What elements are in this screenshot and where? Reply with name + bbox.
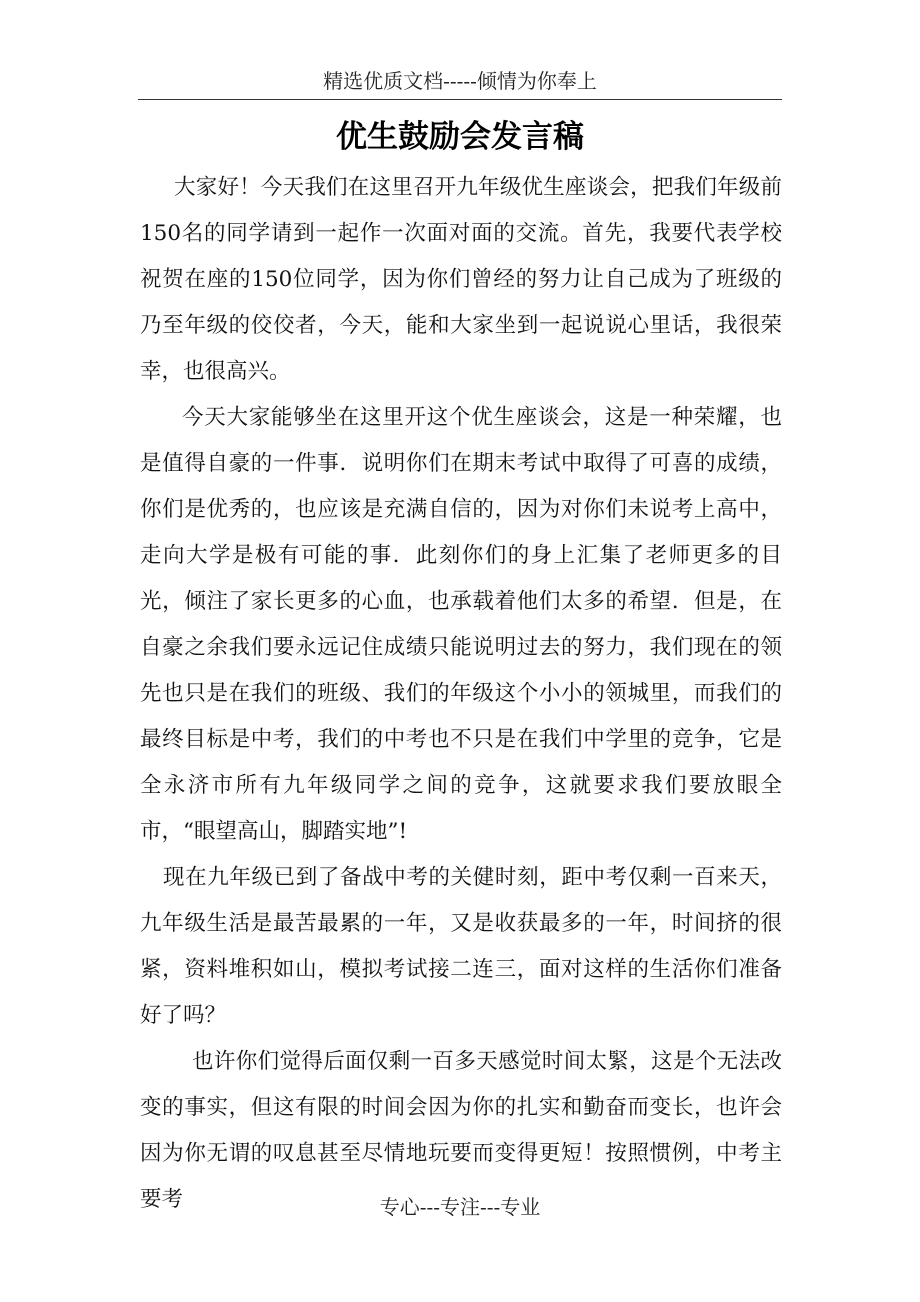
paragraph-1: 大家好！今天我们在这里召开九年级优生座谈会，把我们年级前150名的同学请到一起作一次面对面的交流。首先，我要代表学校祝贺在座的150位同学，因为你们曾经的努力让自己成为了班级的乃至年级的佼佼者，今天，能和大家坐到一起说说心里话，我很荣幸，也很高兴。 — [140, 175, 782, 384]
paragraph-2: 今天大家能够坐在这里开这个优生座谈会，这是一种荣耀，也是值得自豪的一件事．说明你们在期末考试中取得了可喜的成绩，你们是优秀的，也应该是充满自信的，因为对你们未说考上高中，走向大学是极有可能的事．此刻你们的身上汇集了老师更多的目光，倾注了家长更多的心血，也承载着他们太多的希望．但是，在自豪之余我们要永远记住成绩只能说明过去的努力，我们现在的领先也只是在我们的班级、我们的年级这个小小的领城里，而我们的最终目标是中考，我们的中考也不只是在我们中学里的竞争，它是全永济市所有九年级同学之间的竞争，这就要求我们要放眼全市，“眼望高山，脚踏实地”! — [140, 405, 782, 844]
paragraph-3: 现在九年级已到了备战中考的关健时刻，距中考仅剩一百来天，九年级生活是最苦最累的一年，又是收获最多的一年，时间挤的很紧，资料堆积如山，模拟考试接二连三，面对这样的生活你们准备好了吗？ — [140, 865, 782, 1028]
document-title: 优生鼓励会发言稿 — [336, 119, 584, 155]
header-divider — [138, 99, 782, 100]
paragraph-4: 也许你们觉得后面仅剩一百多天感觉时间太緊，这是个无法改变的事实，但这有限的时间会因为你的扎实和勤奋而变长，也许会因为你无谓的叹息甚至尽情地玩要而变得更短！按照惯例，中考主要考 — [140, 1049, 782, 1212]
document-body — [140, 165, 782, 1223]
page-footer: 专心---专注---专业 — [379, 1195, 541, 1219]
page-header: 精选优质文档-----倾情为你奉上 — [323, 69, 597, 93]
